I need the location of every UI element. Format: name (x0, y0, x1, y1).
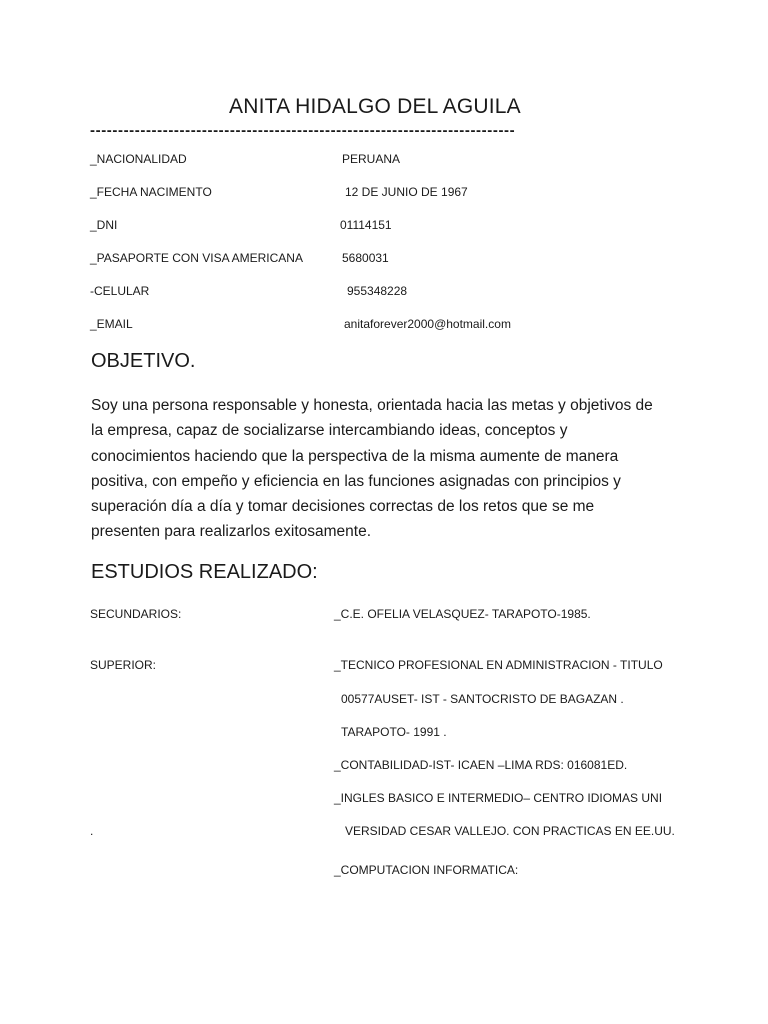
phone-label: -CELULAR (90, 284, 150, 298)
superior-line: _COMPUTACION INFORMATICA: (334, 863, 519, 877)
objective-line: positiva, con empeño y eficiencia en las funciones asignadas con principios y (91, 472, 621, 490)
superior-line: 00577AUSET- IST - SANTOCRISTO DE BAGAZAN . (341, 692, 624, 706)
superior-line: _TECNICO PROFESIONAL EN ADMINISTRACION - TITULO (334, 658, 663, 672)
passport-label: _PASAPORTE CON VISA AMERICANA (90, 251, 303, 265)
superior-label: SUPERIOR: (90, 658, 157, 672)
objective-line: superación día a día y tomar decisiones correctas de los retos que se me (91, 498, 595, 516)
superior-line: VERSIDAD CESAR VALLEJO. CON PRACTICAS EN EE.UU. (345, 824, 675, 838)
dni-label: _DNI (90, 218, 118, 232)
birthdate-label: _FECHA NACIMENTO (90, 185, 212, 199)
objective-paragraph (91, 393, 661, 545)
objective-line: la empresa, capaz de socializarse intercambiando ideas, conceptos y (91, 422, 568, 440)
stray-dot: . (90, 824, 94, 838)
secondary-label: SECUNDARIOS: (90, 607, 182, 621)
nationality-value: PERUANA (342, 152, 401, 166)
dni-value: 01114151 (340, 218, 392, 232)
passport-value: 5680031 (342, 251, 389, 265)
page-title: ANITA HIDALGO DEL AGUILA (229, 95, 521, 118)
objective-heading: OBJETIVO. (91, 350, 196, 372)
secondary-value: _C.E. OFELIA VELASQUEZ- TARAPOTO-1985. (334, 607, 591, 621)
phone-value: 955348228 (347, 284, 408, 298)
email-value: anitaforever2000@hotmail.com (344, 317, 511, 331)
objective-line: Soy una persona responsable y honesta, orientada hacia las metas y objetivos de (91, 397, 653, 414)
superior-line: _CONTABILIDAD-IST- ICAEN –LIMA RDS: 016081ED. (334, 758, 628, 772)
objective-line: conocimientos haciendo que la perspectiva de la misma aumente de manera (91, 447, 619, 465)
superior-line: TARAPOTO- 1991 . (341, 725, 447, 739)
superior-line: _INGLES BASICO E INTERMEDIO– CENTRO IDIOMAS UNI (334, 791, 663, 805)
birthdate-value: 12 DE JUNIO DE 1967 (345, 185, 468, 199)
objective-line: presenten para realizarlos exitosamente. (91, 523, 372, 541)
header-divider: ---------------------------------------------------------------------------- (90, 122, 516, 139)
nationality-label: _NACIONALIDAD (90, 152, 187, 166)
email-label: _EMAIL (90, 317, 133, 331)
studies-heading: ESTUDIOS REALIZADO: (91, 561, 318, 583)
